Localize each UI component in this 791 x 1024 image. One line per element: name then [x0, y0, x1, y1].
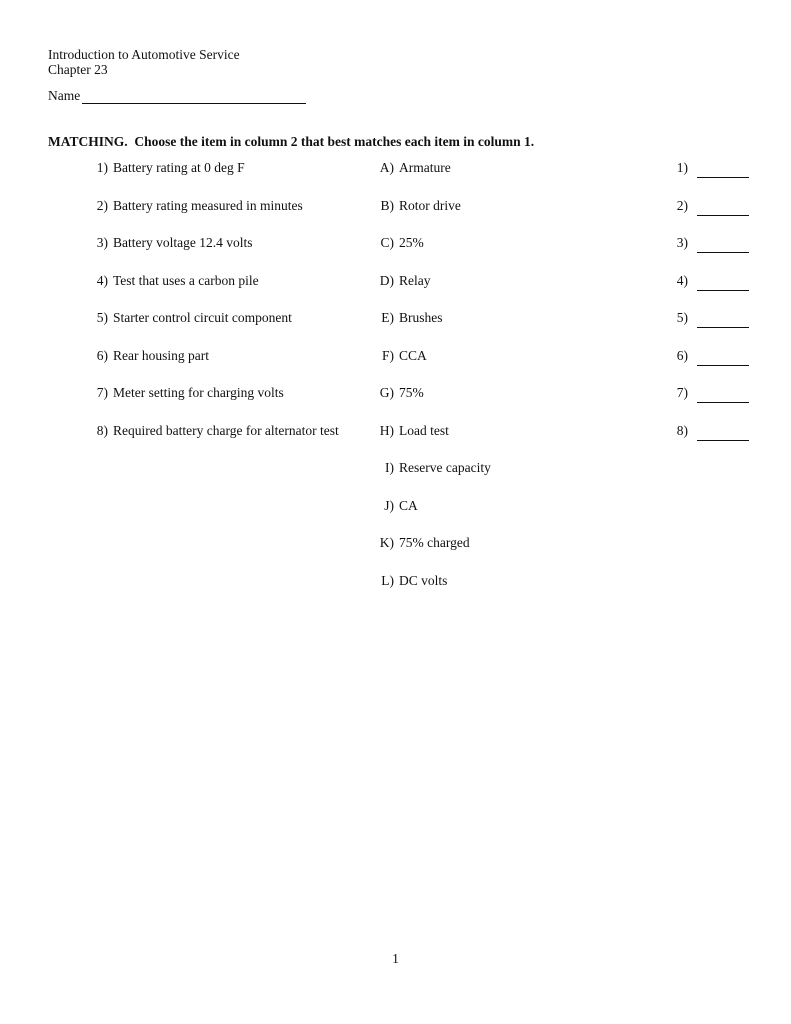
item-text: Armature: [399, 160, 451, 175]
chapter-title: Chapter 23: [48, 62, 108, 77]
column1-item: [88, 235, 368, 273]
answer-number: 6): [676, 347, 688, 363]
item-letter: A): [379, 160, 394, 175]
column2-item: [374, 160, 594, 198]
item-number: 6): [96, 347, 108, 363]
item-text: Battery rating at 0 deg F: [113, 160, 245, 175]
answer-number: 4): [676, 272, 688, 288]
answer-row: [668, 160, 778, 198]
item-text: Battery voltage 12.4 volts: [113, 235, 253, 250]
item-text: Load test: [399, 422, 449, 438]
column2-item: [374, 198, 594, 236]
column2-item: [374, 235, 594, 273]
column2-item: [374, 573, 594, 611]
item-text: 25%: [399, 235, 424, 250]
item-letter: J): [384, 497, 394, 513]
item-number: 1): [96, 160, 108, 175]
answer-blank-8[interactable]: [697, 423, 749, 441]
item-number: 7): [96, 385, 108, 400]
item-number: 8): [96, 422, 108, 438]
column2-item: [374, 460, 594, 498]
item-letter: G): [379, 385, 394, 400]
answer-row: [668, 385, 778, 423]
matching-column-1: [88, 160, 368, 460]
item-letter: L): [381, 572, 394, 588]
item-text: Reserve capacity: [399, 460, 491, 475]
answer-blank-5[interactable]: [697, 310, 749, 328]
column1-item: [88, 348, 368, 386]
answer-row: [668, 235, 778, 273]
item-text: Meter setting for charging volts: [113, 385, 284, 400]
page-number: 1: [392, 951, 399, 966]
name-label: Name: [48, 88, 81, 103]
item-number: 5): [96, 310, 108, 325]
column2-item: [374, 310, 594, 348]
document-header: [48, 47, 240, 77]
name-blank-line[interactable]: [82, 89, 306, 104]
item-text: DC volts: [399, 572, 448, 588]
column2-item: [374, 348, 594, 386]
column1-item: [88, 423, 368, 461]
course-title: Introduction to Automotive Service: [48, 47, 240, 62]
answer-blank-2[interactable]: [697, 198, 749, 216]
item-text: CA: [399, 497, 418, 513]
answer-number: 3): [676, 235, 688, 250]
item-text: Rear housing part: [113, 347, 209, 363]
item-letter: B): [380, 197, 394, 213]
column2-item: [374, 273, 594, 311]
item-letter: H): [379, 422, 394, 438]
matching-instructions: MATCHING. Choose the item in column 2 that best matches each item in column 1.: [48, 134, 535, 149]
answer-blank-4[interactable]: [697, 273, 749, 291]
answer-blank-3[interactable]: [697, 235, 749, 253]
answer-number: 1): [676, 160, 688, 175]
item-number: 2): [96, 197, 108, 213]
item-text: Starter control circuit component: [113, 310, 292, 325]
item-text: 75%: [399, 385, 424, 400]
column2-item: [374, 385, 594, 423]
answer-row: [668, 310, 778, 348]
item-text: Battery rating measured in minutes: [113, 197, 303, 213]
answer-number: 7): [676, 385, 688, 400]
matching-column-2: [374, 160, 594, 610]
answer-number: 2): [676, 197, 688, 213]
item-text: 75% charged: [399, 535, 470, 550]
item-text: Relay: [399, 272, 431, 288]
column2-item: [374, 535, 594, 573]
item-text: Required battery charge for alternator test: [113, 422, 339, 438]
answer-column: [668, 160, 778, 460]
item-letter: I): [385, 460, 394, 475]
column1-item: [88, 273, 368, 311]
answer-blank-7[interactable]: [697, 385, 749, 403]
column2-item: [374, 423, 594, 461]
column1-item: [88, 310, 368, 348]
answer-row: [668, 423, 778, 461]
column1-item: [88, 198, 368, 236]
answer-row: [668, 273, 778, 311]
answer-row: [668, 198, 778, 236]
answer-number: 8): [676, 422, 688, 438]
answer-number: 5): [676, 310, 688, 325]
item-text: Test that uses a carbon pile: [113, 272, 259, 288]
column1-item: [88, 160, 368, 198]
item-letter: D): [379, 272, 394, 288]
answer-row: [668, 348, 778, 386]
column2-item: [374, 498, 594, 536]
item-number: 4): [96, 272, 108, 288]
item-letter: F): [381, 347, 394, 363]
item-letter: C): [380, 235, 394, 250]
item-text: CCA: [399, 347, 427, 363]
answer-blank-1[interactable]: [697, 160, 749, 178]
item-letter: K): [379, 535, 394, 550]
answer-blank-6[interactable]: [697, 348, 749, 366]
item-letter: E): [381, 310, 394, 325]
item-number: 3): [96, 235, 108, 250]
item-text: Rotor drive: [399, 197, 461, 213]
column1-item: [88, 385, 368, 423]
item-text: Brushes: [399, 310, 443, 325]
name-field-row: [48, 88, 306, 104]
